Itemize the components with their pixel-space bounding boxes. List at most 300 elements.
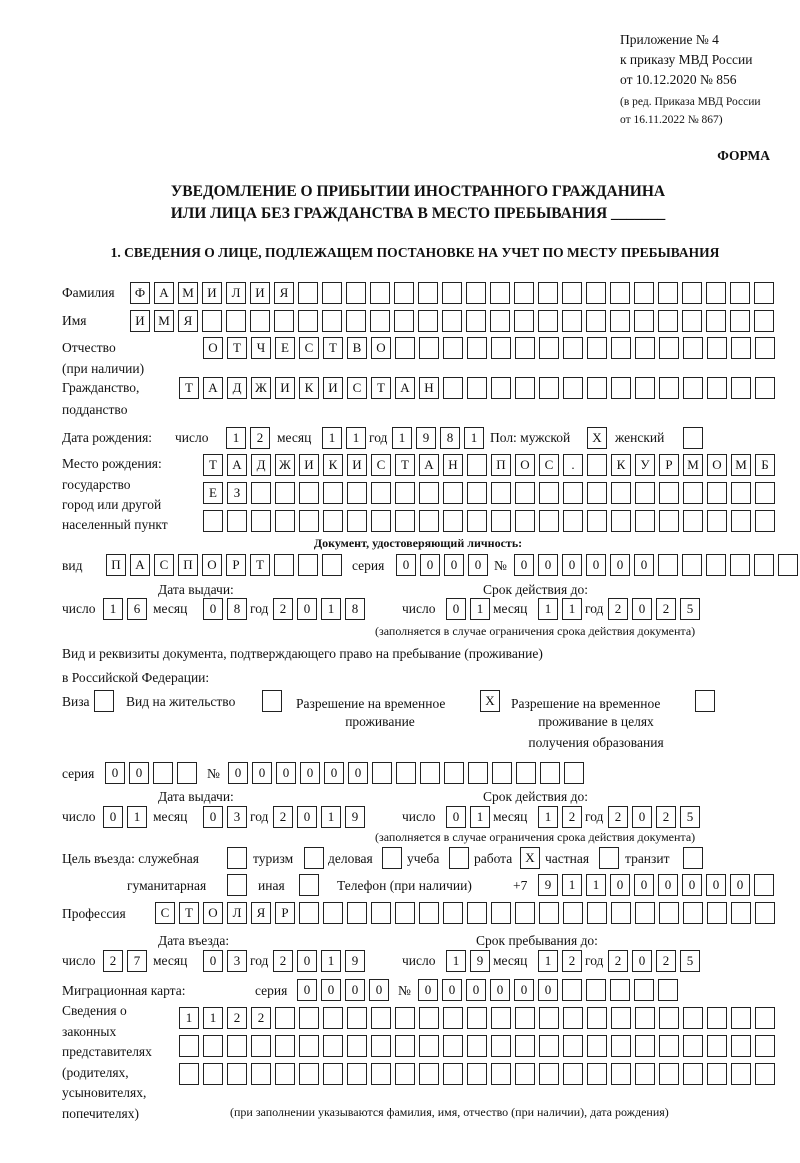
char-box[interactable] — [731, 1007, 751, 1029]
char-box[interactable]: 0 — [276, 762, 296, 784]
char-box[interactable] — [418, 282, 438, 304]
char-box[interactable]: Н — [443, 454, 463, 476]
char-box[interactable] — [443, 902, 463, 924]
char-box[interactable] — [491, 902, 511, 924]
char-box[interactable]: 0 — [345, 979, 365, 1001]
char-box[interactable]: Т — [323, 337, 343, 359]
char-box[interactable] — [730, 554, 750, 576]
char-box[interactable] — [304, 847, 324, 869]
char-box[interactable]: 2 — [608, 806, 628, 828]
char-box[interactable] — [274, 554, 294, 576]
char-box[interactable]: 1 — [538, 806, 558, 828]
char-box[interactable]: М — [683, 454, 703, 476]
char-box[interactable] — [539, 1035, 559, 1057]
char-box[interactable] — [179, 1063, 199, 1085]
char-box[interactable]: 0 — [586, 554, 606, 576]
char-box[interactable] — [94, 690, 114, 712]
char-box[interactable]: Ф — [130, 282, 150, 304]
char-box[interactable]: 0 — [444, 554, 464, 576]
char-box[interactable] — [299, 510, 319, 532]
char-box[interactable]: 5 — [680, 806, 700, 828]
char-box[interactable] — [634, 282, 654, 304]
char-box[interactable] — [466, 310, 486, 332]
char-box[interactable] — [370, 282, 390, 304]
char-box[interactable] — [491, 337, 511, 359]
char-box[interactable] — [707, 1035, 727, 1057]
char-box[interactable] — [755, 1007, 775, 1029]
char-box[interactable] — [563, 510, 583, 532]
char-box[interactable] — [564, 762, 584, 784]
char-box[interactable]: 2 — [227, 1007, 247, 1029]
char-box[interactable] — [371, 902, 391, 924]
char-box[interactable]: И — [299, 454, 319, 476]
char-box[interactable] — [467, 1063, 487, 1085]
char-box[interactable]: А — [130, 554, 150, 576]
char-box[interactable] — [323, 1007, 343, 1029]
char-box[interactable] — [227, 874, 247, 896]
char-box[interactable] — [443, 1035, 463, 1057]
char-box[interactable]: И — [250, 282, 270, 304]
char-box[interactable]: 0 — [297, 598, 317, 620]
char-box[interactable]: С — [371, 454, 391, 476]
char-box[interactable] — [635, 902, 655, 924]
char-box[interactable]: 0 — [446, 806, 466, 828]
char-box[interactable] — [299, 1063, 319, 1085]
char-box[interactable]: 0 — [632, 950, 652, 972]
char-box[interactable]: 1 — [103, 598, 123, 620]
char-box[interactable] — [563, 1035, 583, 1057]
char-box[interactable]: 1 — [321, 806, 341, 828]
char-box[interactable]: Я — [251, 902, 271, 924]
char-box[interactable] — [611, 482, 631, 504]
char-box[interactable] — [490, 282, 510, 304]
char-box[interactable] — [658, 282, 678, 304]
char-box[interactable] — [372, 762, 392, 784]
char-box[interactable]: X — [587, 427, 607, 449]
char-box[interactable]: 3 — [227, 950, 247, 972]
char-box[interactable] — [442, 282, 462, 304]
char-box[interactable] — [754, 874, 774, 896]
char-box[interactable]: 1 — [562, 598, 582, 620]
char-box[interactable] — [394, 282, 414, 304]
char-box[interactable]: 9 — [345, 950, 365, 972]
char-box[interactable] — [179, 1035, 199, 1057]
char-box[interactable] — [587, 482, 607, 504]
char-box[interactable] — [683, 847, 703, 869]
char-box[interactable] — [514, 310, 534, 332]
char-box[interactable] — [322, 282, 342, 304]
char-box[interactable]: М — [731, 454, 751, 476]
char-box[interactable] — [563, 377, 583, 399]
char-box[interactable]: 8 — [440, 427, 460, 449]
char-box[interactable]: 0 — [321, 979, 341, 1001]
char-box[interactable] — [731, 1063, 751, 1085]
char-box[interactable]: 0 — [632, 806, 652, 828]
char-box[interactable] — [419, 1007, 439, 1029]
char-box[interactable]: О — [203, 337, 223, 359]
char-box[interactable] — [275, 510, 295, 532]
char-box[interactable] — [419, 510, 439, 532]
char-box[interactable]: И — [347, 454, 367, 476]
char-box[interactable]: Ж — [251, 377, 271, 399]
char-box[interactable]: 5 — [680, 598, 700, 620]
char-box[interactable] — [658, 554, 678, 576]
char-box[interactable] — [755, 902, 775, 924]
char-box[interactable] — [515, 1035, 535, 1057]
char-box[interactable] — [755, 377, 775, 399]
char-box[interactable]: 2 — [250, 427, 270, 449]
char-box[interactable] — [396, 762, 416, 784]
char-box[interactable] — [347, 1007, 367, 1029]
char-box[interactable]: К — [323, 454, 343, 476]
char-box[interactable]: Е — [203, 482, 223, 504]
char-box[interactable]: И — [202, 282, 222, 304]
char-box[interactable]: X — [480, 690, 500, 712]
char-box[interactable]: 0 — [420, 554, 440, 576]
char-box[interactable]: О — [707, 454, 727, 476]
char-box[interactable]: 2 — [608, 598, 628, 620]
char-box[interactable] — [262, 690, 282, 712]
char-box[interactable]: 0 — [252, 762, 272, 784]
char-box[interactable] — [323, 1063, 343, 1085]
char-box[interactable]: 0 — [632, 598, 652, 620]
char-box[interactable] — [467, 337, 487, 359]
char-box[interactable]: 6 — [127, 598, 147, 620]
char-box[interactable] — [250, 310, 270, 332]
char-box[interactable] — [515, 1063, 535, 1085]
char-box[interactable] — [251, 510, 271, 532]
char-box[interactable] — [539, 510, 559, 532]
char-box[interactable]: 0 — [468, 554, 488, 576]
char-box[interactable] — [706, 554, 726, 576]
char-box[interactable] — [443, 482, 463, 504]
char-box[interactable]: О — [515, 454, 535, 476]
char-box[interactable]: О — [371, 337, 391, 359]
char-box[interactable] — [610, 979, 630, 1001]
char-box[interactable]: Т — [227, 337, 247, 359]
char-box[interactable] — [514, 282, 534, 304]
char-box[interactable]: 0 — [369, 979, 389, 1001]
char-box[interactable] — [467, 454, 487, 476]
char-box[interactable]: О — [202, 554, 222, 576]
char-box[interactable] — [730, 310, 750, 332]
char-box[interactable] — [587, 337, 607, 359]
char-box[interactable] — [227, 847, 247, 869]
char-box[interactable]: 1 — [586, 874, 606, 896]
char-box[interactable]: М — [154, 310, 174, 332]
char-box[interactable]: 0 — [105, 762, 125, 784]
char-box[interactable] — [202, 310, 222, 332]
char-box[interactable]: 2 — [103, 950, 123, 972]
char-box[interactable] — [587, 1007, 607, 1029]
char-box[interactable]: Д — [251, 454, 271, 476]
char-box[interactable]: Р — [275, 902, 295, 924]
char-box[interactable]: Я — [274, 282, 294, 304]
char-box[interactable] — [251, 482, 271, 504]
char-box[interactable]: П — [178, 554, 198, 576]
char-box[interactable]: С — [347, 377, 367, 399]
char-box[interactable] — [371, 1063, 391, 1085]
char-box[interactable]: 1 — [203, 1007, 223, 1029]
char-box[interactable] — [419, 902, 439, 924]
char-box[interactable]: 0 — [538, 554, 558, 576]
char-box[interactable] — [370, 310, 390, 332]
char-box[interactable] — [371, 482, 391, 504]
char-box[interactable] — [275, 482, 295, 504]
char-box[interactable] — [298, 310, 318, 332]
char-box[interactable] — [467, 1007, 487, 1029]
char-box[interactable] — [467, 482, 487, 504]
char-box[interactable] — [322, 554, 342, 576]
char-box[interactable]: 1 — [321, 950, 341, 972]
char-box[interactable] — [539, 1063, 559, 1085]
char-box[interactable] — [563, 1007, 583, 1029]
char-box[interactable] — [634, 979, 654, 1001]
char-box[interactable]: 9 — [416, 427, 436, 449]
char-box[interactable]: О — [203, 902, 223, 924]
char-box[interactable]: К — [611, 454, 631, 476]
char-box[interactable]: 1 — [562, 874, 582, 896]
char-box[interactable] — [659, 1035, 679, 1057]
char-box[interactable]: 1 — [470, 806, 490, 828]
char-box[interactable]: 5 — [680, 950, 700, 972]
char-box[interactable] — [468, 762, 488, 784]
char-box[interactable]: Д — [227, 377, 247, 399]
char-box[interactable] — [755, 1035, 775, 1057]
char-box[interactable]: . — [563, 454, 583, 476]
char-box[interactable] — [419, 1063, 439, 1085]
char-box[interactable] — [755, 1063, 775, 1085]
char-box[interactable] — [153, 762, 173, 784]
char-box[interactable] — [226, 310, 246, 332]
char-box[interactable] — [635, 510, 655, 532]
char-box[interactable]: 0 — [348, 762, 368, 784]
char-box[interactable] — [443, 377, 463, 399]
char-box[interactable] — [539, 377, 559, 399]
char-box[interactable] — [275, 1035, 295, 1057]
char-box[interactable] — [395, 1063, 415, 1085]
char-box[interactable] — [346, 282, 366, 304]
char-box[interactable]: 0 — [297, 979, 317, 1001]
char-box[interactable] — [586, 282, 606, 304]
char-box[interactable]: В — [347, 337, 367, 359]
char-box[interactable] — [659, 482, 679, 504]
char-box[interactable]: 2 — [656, 950, 676, 972]
char-box[interactable]: 1 — [226, 427, 246, 449]
char-box[interactable] — [492, 762, 512, 784]
char-box[interactable] — [516, 762, 536, 784]
char-box[interactable] — [562, 979, 582, 1001]
char-box[interactable] — [538, 310, 558, 332]
char-box[interactable] — [683, 510, 703, 532]
char-box[interactable]: 0 — [203, 598, 223, 620]
char-box[interactable] — [610, 310, 630, 332]
char-box[interactable] — [346, 310, 366, 332]
char-box[interactable] — [467, 510, 487, 532]
char-box[interactable] — [587, 902, 607, 924]
char-box[interactable]: 0 — [538, 979, 558, 1001]
char-box[interactable] — [707, 1007, 727, 1029]
char-box[interactable]: У — [635, 454, 655, 476]
char-box[interactable] — [754, 554, 774, 576]
char-box[interactable] — [395, 482, 415, 504]
char-box[interactable] — [515, 337, 535, 359]
char-box[interactable] — [634, 310, 654, 332]
char-box[interactable]: 7 — [127, 950, 147, 972]
char-box[interactable]: 0 — [634, 874, 654, 896]
char-box[interactable] — [587, 1063, 607, 1085]
char-box[interactable]: 9 — [470, 950, 490, 972]
char-box[interactable] — [730, 282, 750, 304]
char-box[interactable] — [275, 1007, 295, 1029]
char-box[interactable]: А — [227, 454, 247, 476]
char-box[interactable]: 0 — [203, 950, 223, 972]
char-box[interactable] — [755, 510, 775, 532]
char-box[interactable] — [371, 1035, 391, 1057]
char-box[interactable] — [515, 482, 535, 504]
char-box[interactable] — [683, 1007, 703, 1029]
char-box[interactable]: 2 — [273, 806, 293, 828]
char-box[interactable] — [611, 510, 631, 532]
char-box[interactable] — [659, 1063, 679, 1085]
char-box[interactable]: 9 — [345, 806, 365, 828]
char-box[interactable] — [563, 337, 583, 359]
char-box[interactable] — [611, 1007, 631, 1029]
char-box[interactable]: 1 — [538, 950, 558, 972]
char-box[interactable] — [562, 282, 582, 304]
char-box[interactable] — [683, 482, 703, 504]
char-box[interactable]: 1 — [346, 427, 366, 449]
char-box[interactable]: 2 — [273, 950, 293, 972]
char-box[interactable] — [563, 482, 583, 504]
char-box[interactable] — [682, 554, 702, 576]
char-box[interactable]: 3 — [227, 806, 247, 828]
char-box[interactable] — [539, 902, 559, 924]
char-box[interactable] — [755, 482, 775, 504]
char-box[interactable] — [347, 902, 367, 924]
char-box[interactable] — [467, 1035, 487, 1057]
char-box[interactable]: 0 — [129, 762, 149, 784]
char-box[interactable] — [599, 847, 619, 869]
char-box[interactable]: 0 — [682, 874, 702, 896]
char-box[interactable] — [515, 902, 535, 924]
char-box[interactable] — [731, 510, 751, 532]
char-box[interactable] — [443, 1063, 463, 1085]
char-box[interactable] — [491, 510, 511, 532]
char-box[interactable] — [706, 310, 726, 332]
char-box[interactable] — [227, 1035, 247, 1057]
char-box[interactable] — [274, 310, 294, 332]
char-box[interactable] — [299, 1035, 319, 1057]
char-box[interactable]: А — [419, 454, 439, 476]
char-box[interactable] — [395, 1035, 415, 1057]
char-box[interactable]: И — [130, 310, 150, 332]
char-box[interactable] — [299, 482, 319, 504]
char-box[interactable] — [203, 1063, 223, 1085]
char-box[interactable]: 1 — [321, 598, 341, 620]
char-box[interactable]: 8 — [227, 598, 247, 620]
char-box[interactable]: 0 — [228, 762, 248, 784]
char-box[interactable]: 0 — [300, 762, 320, 784]
char-box[interactable]: 0 — [103, 806, 123, 828]
char-box[interactable] — [587, 377, 607, 399]
char-box[interactable]: П — [106, 554, 126, 576]
char-box[interactable] — [298, 554, 318, 576]
char-box[interactable] — [371, 510, 391, 532]
char-box[interactable]: 8 — [345, 598, 365, 620]
char-box[interactable] — [444, 762, 464, 784]
char-box[interactable] — [563, 902, 583, 924]
char-box[interactable] — [706, 282, 726, 304]
char-box[interactable] — [491, 1063, 511, 1085]
char-box[interactable] — [299, 1007, 319, 1029]
char-box[interactable]: И — [323, 377, 343, 399]
char-box[interactable] — [420, 762, 440, 784]
char-box[interactable] — [587, 1035, 607, 1057]
char-box[interactable] — [467, 902, 487, 924]
char-box[interactable] — [395, 902, 415, 924]
char-box[interactable] — [683, 337, 703, 359]
char-box[interactable]: 1 — [179, 1007, 199, 1029]
char-box[interactable] — [177, 762, 197, 784]
char-box[interactable] — [695, 690, 715, 712]
char-box[interactable]: 2 — [656, 806, 676, 828]
char-box[interactable] — [395, 510, 415, 532]
char-box[interactable] — [731, 1035, 751, 1057]
char-box[interactable] — [251, 1063, 271, 1085]
char-box[interactable] — [635, 1035, 655, 1057]
char-box[interactable] — [347, 510, 367, 532]
char-box[interactable]: 0 — [730, 874, 750, 896]
char-box[interactable] — [562, 310, 582, 332]
char-box[interactable] — [466, 282, 486, 304]
char-box[interactable]: 0 — [297, 806, 317, 828]
char-box[interactable]: 0 — [203, 806, 223, 828]
char-box[interactable] — [683, 1035, 703, 1057]
char-box[interactable] — [611, 902, 631, 924]
char-box[interactable]: 2 — [656, 598, 676, 620]
char-box[interactable] — [539, 482, 559, 504]
char-box[interactable]: И — [275, 377, 295, 399]
char-box[interactable] — [707, 902, 727, 924]
char-box[interactable] — [586, 310, 606, 332]
char-box[interactable] — [755, 337, 775, 359]
char-box[interactable] — [491, 1007, 511, 1029]
char-box[interactable]: 1 — [446, 950, 466, 972]
char-box[interactable]: Т — [250, 554, 270, 576]
char-box[interactable] — [731, 337, 751, 359]
char-box[interactable] — [227, 510, 247, 532]
char-box[interactable] — [347, 1035, 367, 1057]
char-box[interactable] — [467, 377, 487, 399]
char-box[interactable] — [538, 282, 558, 304]
char-box[interactable]: Ч — [251, 337, 271, 359]
char-box[interactable] — [707, 377, 727, 399]
char-box[interactable] — [382, 847, 402, 869]
char-box[interactable] — [754, 310, 774, 332]
char-box[interactable] — [610, 282, 630, 304]
char-box[interactable] — [323, 902, 343, 924]
char-box[interactable] — [419, 1035, 439, 1057]
char-box[interactable] — [491, 1035, 511, 1057]
char-box[interactable] — [347, 482, 367, 504]
char-box[interactable]: X — [520, 847, 540, 869]
char-box[interactable] — [419, 482, 439, 504]
char-box[interactable] — [682, 310, 702, 332]
char-box[interactable]: С — [155, 902, 175, 924]
char-box[interactable]: 0 — [658, 874, 678, 896]
char-box[interactable] — [298, 282, 318, 304]
